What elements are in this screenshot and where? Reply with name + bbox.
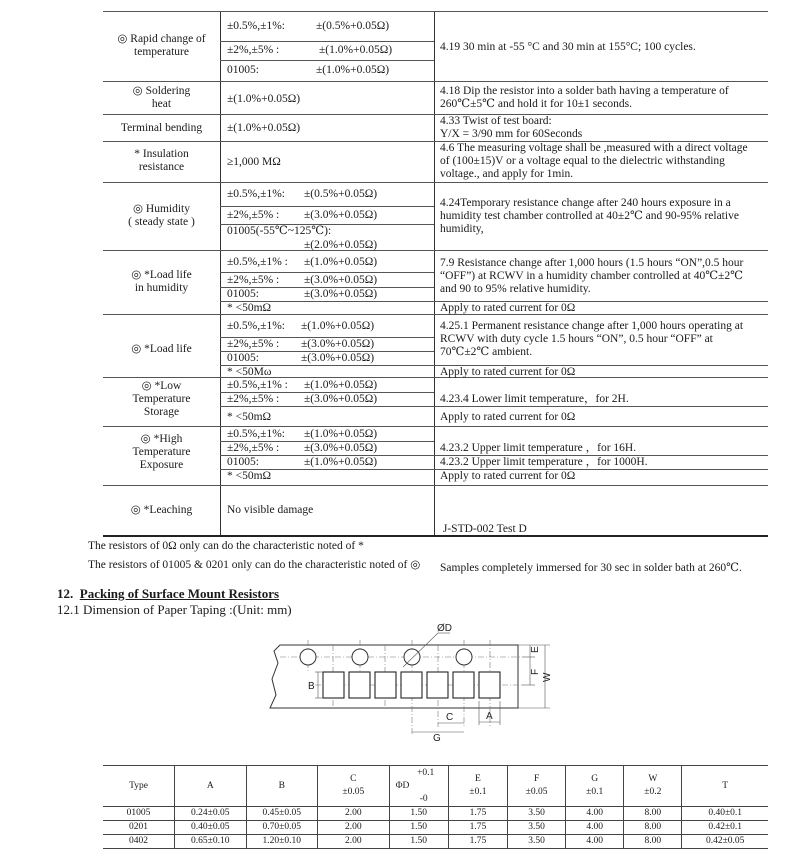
test-note: Apply to rated current for 0Ω	[440, 366, 576, 378]
criteria-label: ±0.5%,±1%:	[227, 20, 285, 32]
criteria-value: ±(1.0%+0.05Ω)	[304, 256, 378, 268]
criteria-value: ±(1.0%+0.05Ω)	[304, 456, 378, 468]
test-note: Apply to rated current for 0Ω	[440, 411, 576, 423]
test-note: Apply to rated current for 0Ω	[440, 470, 576, 482]
criteria-value: ±(3.0%+0.05Ω)	[301, 338, 375, 350]
criteria-value: ±(3.0%+0.05Ω)	[304, 393, 378, 405]
criteria-label: No visible damage	[227, 504, 314, 516]
section-heading	[57, 586, 279, 602]
criteria-label: ±2%,±5% :	[227, 393, 280, 405]
criteria-label: ±0.5%,±1% :	[227, 256, 288, 268]
header-e: E ±0.1	[448, 766, 507, 807]
criteria-label: * <50mΩ	[227, 470, 272, 482]
test-method: 4.24Temporary resistance change after 240 hours exposure in a humidity test chamber controlled at 40±2℃ and 90-95% relative humidity,	[440, 197, 739, 235]
criteria-label: ±0.5%,±1% :	[227, 379, 288, 391]
criteria-label: ≥1,000 MΩ	[227, 156, 281, 168]
spec-item-soldering-heat: ◎ Soldering heat	[132, 85, 191, 110]
criteria-label: * <50mΩ	[227, 411, 272, 423]
test-method: 4.25.1 Permanent resistance change after 1,000 hours operating at RCWV with duty cycle 1.5 hours “ON”, 0.5 hour “OFF” at 70℃±2℃ ambient.	[440, 320, 744, 358]
criteria-label: 01005:	[227, 288, 259, 300]
test-method: 4.23.4 Lower limit temperature，for 2H.	[440, 393, 629, 405]
paper-taping-diagram	[260, 615, 560, 745]
label-w: W	[542, 672, 553, 682]
label-c: C	[446, 712, 454, 723]
criteria-value: ±(1.0%+0.05Ω)	[319, 44, 393, 56]
spec-item-leaching: ◎ *Leaching	[130, 504, 193, 516]
criteria-label: ±(1.0%+0.05Ω)	[227, 93, 301, 105]
spec-item-rapid-change: ◎ Rapid change of temperature	[117, 33, 206, 58]
header-f: F ±0.05	[508, 766, 566, 807]
label-e: E	[530, 646, 541, 653]
criteria-value: ±(1.0%+0.05Ω)	[301, 320, 375, 332]
criteria-label: 01005(-55℃~125℃):	[227, 225, 332, 237]
criteria-label: ±2%,±5% :	[227, 274, 280, 286]
criteria-value: ±(1.0%+0.05Ω)	[304, 428, 378, 440]
test-method: J-STD-002 Test D Samples completely immersed for 30 sec in solder bath at 260℃.	[440, 523, 742, 574]
criteria-value: ±(1.0%+0.05Ω)	[316, 64, 390, 76]
criteria-label: 01005:	[227, 352, 259, 364]
spec-item-load-life: ◎ *Load life	[131, 343, 192, 355]
criteria-label: * <50mΩ	[227, 302, 272, 314]
criteria-value: ±(2.0%+0.05Ω)	[304, 239, 378, 251]
criteria-label: ±0.5%,±1%:	[227, 428, 285, 440]
criteria-label: ±0.5%,±1%:	[227, 320, 285, 332]
criteria-value: ±(3.0%+0.05Ω)	[304, 288, 378, 300]
criteria-label: * <50Mω	[227, 366, 272, 378]
test-method: 4.6 The measuring voltage shall be ,measured with a direct voltage of (100±15)V or a voltage equal to the dielectric withstanding voltage., and apply for 1min.	[440, 142, 748, 180]
note-zero-ohm: The resistors of 0Ω only can do the characteristic noted of *	[88, 540, 364, 552]
criteria-value: ±(3.0%+0.05Ω)	[304, 442, 378, 454]
spec-item-humidity: ◎ Humidity ( steady state )	[128, 203, 195, 228]
table-row: 0402 0.65±0.10 1.20±0.10 2.00 1.50 1.75 3.50 4.00 8.00 0.42±0.05	[103, 835, 768, 849]
column-divider	[220, 11, 221, 536]
spec-item-insulation-resistance: * Insulation resistance	[134, 148, 189, 173]
criteria-value: ±(0.5%+0.05Ω)	[304, 188, 378, 200]
header-b: B	[246, 766, 318, 807]
criteria-value: ±(1.0%+0.05Ω)	[304, 379, 378, 391]
header-g: G ±0.1	[566, 766, 624, 807]
label-a: A	[486, 711, 493, 722]
criteria-label: ±2%,±5% :	[227, 209, 280, 221]
criteria-label: 01005:	[227, 456, 259, 468]
criteria-value: ±(0.5%+0.05Ω)	[316, 20, 390, 32]
table-row: 0201 0.40±0.05 0.70±0.05 2.00 1.50 1.75 3.50 4.00 8.00 0.42±0.1	[103, 821, 768, 835]
section-title: Packing of Surface Mount Resistors	[79, 586, 280, 601]
test-note: Apply to rated current for 0Ω	[440, 302, 576, 314]
dimension-header-row	[103, 766, 768, 807]
header-t: T	[682, 766, 768, 807]
column-divider	[434, 11, 435, 536]
test-method: 4.23.2 Upper limit temperature ，for 1000H.	[440, 456, 648, 468]
note-01005-0201: The resistors of 01005 & 0201 only can do the characteristic noted of ◎	[88, 559, 421, 571]
criteria-label: ±2%,±5% :	[227, 442, 280, 454]
criteria-label: ±2%,±5% :	[227, 338, 280, 350]
spec-item-high-temp-exposure: ◎ *High Temperature Exposure	[132, 433, 191, 471]
criteria-value: ±(3.0%+0.05Ω)	[301, 352, 375, 364]
test-method: 4.19 30 min at -55 °C and 30 min at 155°C; 100 cycles.	[440, 41, 696, 53]
test-method: 4.18 Dip the resistor into a solder bath having a temperature of 260℃±5℃ and hold it for 10±1 seconds.	[440, 85, 729, 110]
criteria-label: ±0.5%,±1%:	[227, 188, 285, 200]
section-subtitle: 12.1 Dimension of Paper Taping :(Unit: mm)	[57, 602, 292, 617]
header-c: C ±0.05	[318, 766, 390, 807]
spec-item-low-temp-storage: ◎ *Low Temperature Storage	[132, 380, 191, 418]
criteria-label: 01005:	[227, 64, 259, 76]
header-w: W ±0.2	[624, 766, 682, 807]
header-type: Type	[103, 766, 175, 807]
section-number: 12.	[57, 586, 74, 601]
header-phi-d: +0.1 ΦD -0	[389, 766, 448, 807]
label-b: B	[308, 681, 315, 692]
test-method: 7.9 Resistance change after 1,000 hours (1.5 hours “ON”,0.5 hour “OFF”) at RCWV in a humidity chamber controlled at 40℃±2℃ and 90 to 95% relative humidity.	[440, 257, 744, 295]
label-f: F	[530, 668, 541, 675]
criteria-value: ±(3.0%+0.05Ω)	[304, 209, 378, 221]
label-g: G	[433, 733, 441, 744]
test-method: 4.33 Twist of test board: Y/X = 3/90 mm for 60Seconds	[440, 115, 583, 140]
label-phi-d: ØD	[437, 623, 452, 634]
spec-item-terminal-bending: Terminal bending	[120, 122, 203, 134]
criteria-label: ±(1.0%+0.05Ω)	[227, 122, 301, 134]
test-method: 4.23.2 Upper limit temperature ，for 16H.	[440, 442, 637, 454]
criteria-label: ±2%,±5% :	[227, 44, 280, 56]
header-a: A	[175, 766, 247, 807]
criteria-value: ±(3.0%+0.05Ω)	[304, 274, 378, 286]
table-row: 01005 0.24±0.05 0.45±0.05 2.00 1.50 1.75 3.50 4.00 8.00 0.40±0.1	[103, 807, 768, 821]
dimension-table	[103, 765, 768, 849]
spec-item-load-life-humidity: ◎ *Load life in humidity	[131, 269, 192, 294]
